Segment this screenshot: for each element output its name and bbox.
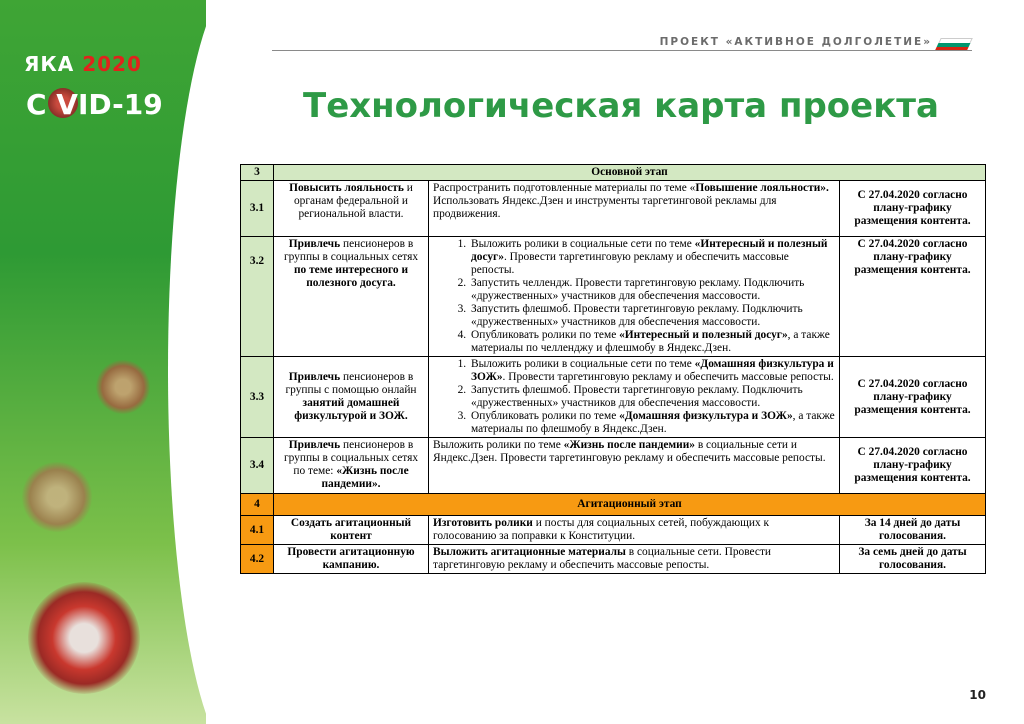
row-number: 3.2 (241, 237, 274, 357)
covid-label: C VID-19 (26, 88, 163, 121)
list-item: 2. Запустить флешмоб. Провести таргетинговую рекламу. Подключить «дружественных» участников для обеспечения массовости. (469, 384, 835, 410)
virus-illustration-icon (96, 360, 150, 414)
action-text: в социальные сети. Провести таргетинговую рекламу и обеспечить массовые репосты. (433, 546, 772, 571)
action-cell (429, 545, 840, 574)
goal-text: и органам федеральной и региональной власти. (293, 182, 413, 220)
action-bold: Изготовить ролики (433, 517, 533, 529)
row-number: 3.4 (241, 438, 274, 494)
stage-label: Основной этап (274, 165, 986, 181)
goal-text: пенсионеров в группы в социальных сетях по теме: (283, 439, 419, 477)
goal-bold: Повысить лояльность (289, 182, 404, 194)
brand-logo (24, 52, 142, 76)
table-row (241, 494, 986, 516)
goal-text: пенсионеров в группы с помощью онлайн (285, 371, 417, 396)
goal-bold: занятий домашней физкультурой и ЗОЖ. (294, 397, 408, 422)
action-text: Выложить ролики по теме (433, 439, 564, 451)
date-cell: За 14 дней до даты голосования. (840, 516, 986, 545)
list-item: 1. Выложить ролики в социальные сети по теме «Интересный и полезный досуг». Провести таргетинговую рекламу и обеспечить массовые репосты. (469, 238, 835, 277)
table-row (241, 357, 986, 438)
page-number: 10 (969, 688, 986, 702)
header-divider (272, 50, 972, 51)
row-number: 3.3 (241, 357, 274, 438)
list-item: 3. Запустить флешмоб. Провести таргетинговую рекламу. Подключить «дружественных» участников для обеспечения массовости. (469, 303, 835, 329)
table-row (241, 165, 986, 181)
date-cell: С 27.04.2020 согласно плану-графику размещения контента. (840, 237, 986, 357)
table-row (241, 516, 986, 545)
goal-cell (274, 237, 429, 357)
action-cell (429, 181, 840, 237)
goal-bold: Привлечь (288, 371, 341, 383)
goal-bold: Привлечь (288, 238, 341, 250)
row-number: 4.2 (241, 545, 274, 574)
goal-cell (274, 438, 429, 494)
action-bold: Повышение лояльности». (695, 182, 829, 194)
virus-illustration-icon (28, 582, 140, 694)
stage-number: 3 (241, 165, 274, 181)
table-row (241, 545, 986, 574)
action-text: в социальные сети и Яндекс.Дзен. Провести таргетинговую рекламу и обеспечить массовые репосты. (433, 439, 826, 464)
goal-bold: «Жизнь после пандемии». (321, 465, 409, 490)
action-text: Использовать Яндекс.Дзен и инструменты таргетинговой рекламы для продвижения. (433, 195, 777, 220)
date-cell: С 27.04.2020 согласно плану-графику размещения контента. (840, 181, 986, 237)
brand-year: 2020 (82, 52, 142, 76)
goal-text: пенсионеров в группы в социальных сетях (283, 238, 419, 263)
page-title: Технологическая карта проекта (303, 86, 939, 126)
date-cell: За семь дней до даты голосования. (840, 545, 986, 574)
action-text: и посты для социальных сетей, побуждающих к голосованию за поправки к Конституции. (433, 517, 770, 542)
project-table (240, 164, 986, 574)
action-cell (429, 237, 840, 357)
stage-label: Агитационный этап (274, 494, 986, 516)
brand-prefix: ЯКА (24, 52, 75, 76)
action-bold: Выложить агитационные материалы (433, 546, 626, 558)
row-number: 4.1 (241, 516, 274, 545)
table-row (241, 237, 986, 357)
list-item: 4. Опубликовать ролики по теме «Интересный и полезный досуг», а также материалы по челленджу и флешмобу в Яндекс.Дзен. (469, 329, 835, 355)
goal-cell: Провести агитационную кампанию. (274, 545, 429, 574)
date-cell: С 27.04.2020 согласно плану-графику размещения контента. (840, 438, 986, 494)
action-list (433, 238, 835, 355)
table-row (241, 181, 986, 237)
action-text: Распространить подготовленные материалы по теме « (433, 182, 696, 194)
row-number: 3.1 (241, 181, 274, 237)
list-item: 2. Запустить челлендж. Провести таргетинговую рекламу. Подключить «дружественных» участников для обеспечения массовости. (469, 277, 835, 303)
action-list (433, 358, 835, 436)
project-label: ПРОЕКТ «АКТИВНОЕ ДОЛГОЛЕТИЕ» (659, 36, 932, 48)
goal-bold: Привлечь (288, 439, 341, 451)
action-cell (429, 516, 840, 545)
goal-bold: по теме интересного и полезного досуга. (293, 264, 409, 289)
goal-cell (274, 181, 429, 237)
goal-cell: Создать агитационный контент (274, 516, 429, 545)
table-row (241, 438, 986, 494)
action-bold: «Жизнь после пандемии» (563, 439, 695, 451)
goal-cell (274, 357, 429, 438)
flag-icon (935, 38, 973, 50)
action-cell (429, 357, 840, 438)
sidebar-banner (0, 0, 206, 724)
action-cell (429, 438, 840, 494)
list-item: 1. Выложить ролики в социальные сети по теме «Домашняя физкультура и ЗОЖ». Провести таргетинговую рекламу и обеспечить массовые репосты. (469, 358, 835, 384)
virus-illustration-icon (22, 462, 92, 532)
list-item: 3. Опубликовать ролики по теме «Домашняя физкультура и ЗОЖ», а также материалы по флешмобу в Яндекс.Дзен. (469, 410, 835, 436)
sidebar-curve (168, 0, 206, 724)
stage-number: 4 (241, 494, 274, 516)
date-cell: С 27.04.2020 согласно плану-графику размещения контента. (840, 357, 986, 438)
